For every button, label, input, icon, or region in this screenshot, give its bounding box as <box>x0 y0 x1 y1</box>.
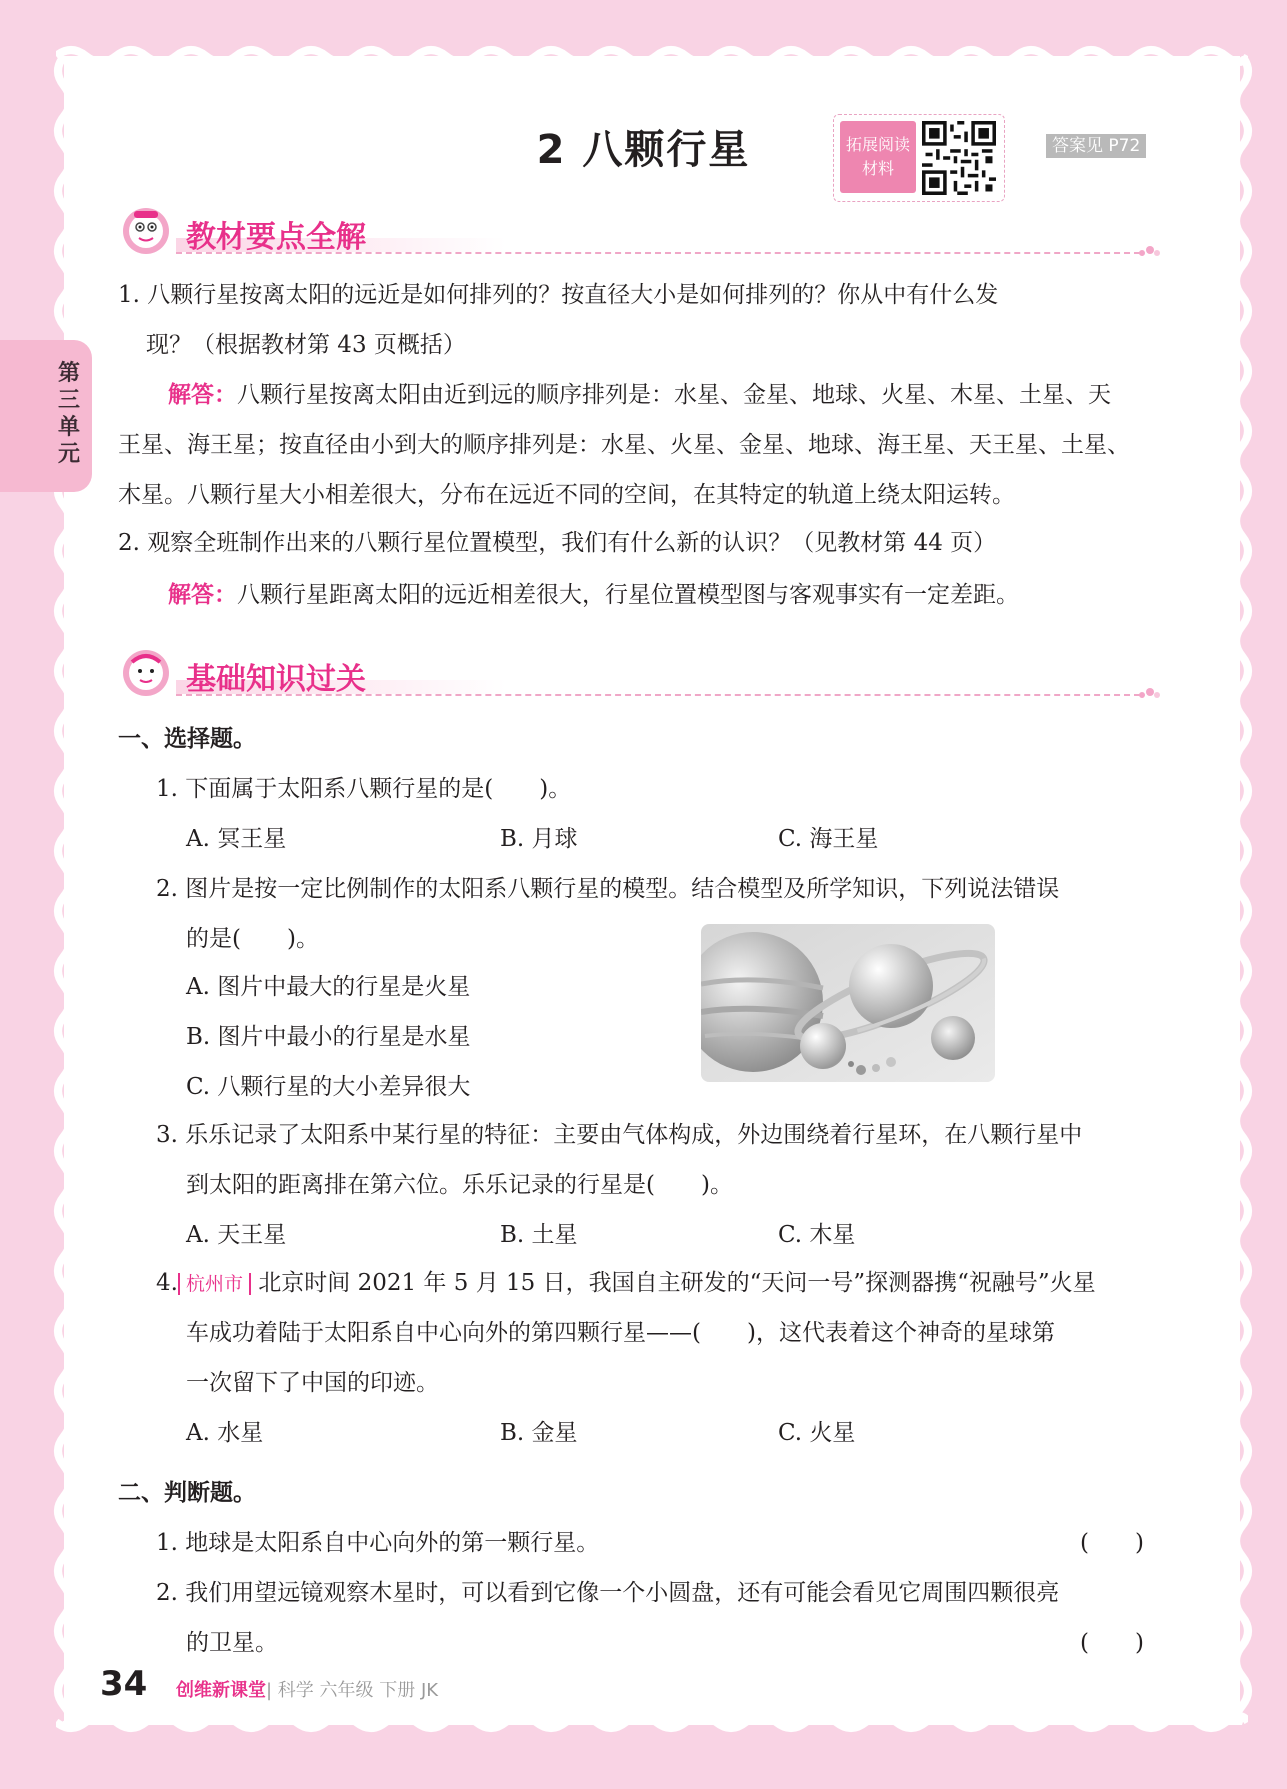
section-title-key-points: 教材要点全解 <box>186 220 366 255</box>
choice-2-stem-line1: 2. 图片是按一定比例制作的太阳系八颗行星的模型。结合模型及所学知识，下列说法错误 <box>156 876 1060 902</box>
choice-2-stem-line2: 的是( )。 <box>186 926 319 952</box>
section-header-key-points <box>116 204 1160 260</box>
choice-2-option-c: C. 八颗行星的大小差异很大 <box>186 1074 471 1100</box>
wavy-border-left <box>52 56 76 1725</box>
answer-label: 解答： <box>168 382 237 408</box>
question-1-line1: 1. 八颗行星按离太阳的远近是如何排列的？按直径大小是如何排列的？你从中有什么发 <box>118 282 999 308</box>
question-2-answer <box>168 576 1019 609</box>
page-title: 2 八颗行星 <box>536 127 751 173</box>
choice-3-option-b: B. 土星 <box>500 1222 578 1248</box>
choice-4-option-b: B. 金星 <box>500 1420 578 1446</box>
part-1-heading: 一、选择题。 <box>118 726 256 752</box>
section-header-basics <box>116 646 1160 702</box>
extension-label-line1: 拓展阅读 <box>845 135 910 154</box>
footer-subject: | 科学 六年级 下册 JK <box>266 1680 439 1701</box>
question-2-line1: 2. 观察全班制作出来的八颗行星位置模型，我们有什么新的认识？（见教材第 44 页） <box>118 530 997 556</box>
question-1-line2: 现？（根据教材第 43 页概括） <box>146 332 466 358</box>
planet-model-image <box>701 924 995 1082</box>
section-underline <box>176 694 1140 696</box>
wavy-border-top <box>56 44 1248 68</box>
mascot-icon <box>118 648 174 698</box>
choice-1-option-c: C. 海王星 <box>778 826 879 852</box>
choice-3-stem-line1: 3. 乐乐记录了太阳系中某行星的特征：主要由气体构成，外边围绕着行星环，在八颗行星中 <box>156 1122 1083 1148</box>
decorative-dots-icon <box>1138 686 1160 700</box>
choice-2-option-b: B. 图片中最小的行星是水星 <box>186 1024 471 1050</box>
choice-2-option-a: A. 图片中最大的行星是火星 <box>186 974 471 1000</box>
section-underline <box>176 252 1140 254</box>
choice-4-option-c: C. 火星 <box>778 1420 856 1446</box>
section-title-basics: 基础知识过关 <box>186 662 366 697</box>
footer-info <box>176 1676 438 1702</box>
judge-1-stem: 1. 地球是太阳系自中心向外的第一颗行星。 <box>156 1530 600 1556</box>
choice-4-stem-line2: 车成功着陆于太阳系自中心向外的第四颗行星——( )，这代表着这个神奇的星球第 <box>186 1320 1055 1346</box>
answer-text: 八颗行星距离太阳的远近相差很大，行星位置模型图与客观事实有一定差距。 <box>237 582 1019 608</box>
extension-reading-box[interactable] <box>833 114 1005 202</box>
answer-reference-badge: 答案见 P72 <box>1046 134 1146 158</box>
choice-4-number: 4. <box>156 1270 178 1296</box>
choice-3-option-a: A. 天王星 <box>186 1222 287 1248</box>
choice-1-stem: 1. 下面属于太阳系八颗行星的是( )。 <box>156 776 572 802</box>
choice-3-option-c: C. 木星 <box>778 1222 856 1248</box>
question-1-answer-line2: 王星、海王星；按直径由小到大的顺序排列是：水星、火星、金星、地球、海王星、天王星、土星、 <box>118 432 1130 458</box>
page-number: 34 <box>100 1664 148 1704</box>
mascot-icon <box>118 206 174 256</box>
choice-1-option-a: A. 冥王星 <box>186 826 287 852</box>
wavy-border-bottom <box>56 1710 1248 1734</box>
judge-1-answer-blank[interactable]: ( ) <box>1080 1530 1144 1556</box>
choice-4-option-a: A. 水星 <box>186 1420 264 1446</box>
qr-code-icon[interactable] <box>922 121 996 195</box>
answer-label: 解答： <box>168 582 237 608</box>
footer-brand: 创维新课堂 <box>176 1680 266 1701</box>
choice-3-stem-line2: 到太阳的距离排在第六位。乐乐记录的行星是( )。 <box>186 1172 733 1198</box>
decorative-dots-icon <box>1138 244 1160 258</box>
choice-1-option-b: B. 月球 <box>500 826 578 852</box>
choice-4-stem-line3: 一次留下了中国的印迹。 <box>186 1370 439 1396</box>
answer-text: 八颗行星按离太阳由近到远的顺序排列是：水星、金星、地球、火星、木星、土星、天 <box>237 382 1111 408</box>
extension-reading-label <box>840 121 916 193</box>
judge-2-stem-line1: 2. 我们用望远镜观察木星时，可以看到它像一个小圆盘，还有可能会看见它周围四颗很亮 <box>156 1580 1060 1606</box>
unit-side-tab-label: 第三单元 <box>57 361 80 467</box>
judge-2-answer-blank[interactable]: ( ) <box>1080 1630 1144 1656</box>
question-1-answer-line3: 木星。八颗行星大小相差很大，分布在远近不同的空间，在其特定的轨道上绕太阳运转。 <box>118 482 1015 508</box>
choice-4-stem-line1 <box>156 1264 1096 1297</box>
part-2-heading: 二、判断题。 <box>118 1480 256 1506</box>
choice-4-stem-text: 北京时间 2021 年 5 月 15 日，我国自主研发的“天问一号”探测器携“祝融号”火星 <box>258 1270 1096 1296</box>
question-1-answer-line1 <box>168 376 1111 409</box>
extension-label-line2: 材料 <box>861 159 894 178</box>
judge-2-stem-line2: 的卫星。 <box>186 1630 278 1656</box>
region-tag: 杭州市 <box>178 1273 251 1295</box>
wavy-border-right <box>1230 56 1254 1725</box>
